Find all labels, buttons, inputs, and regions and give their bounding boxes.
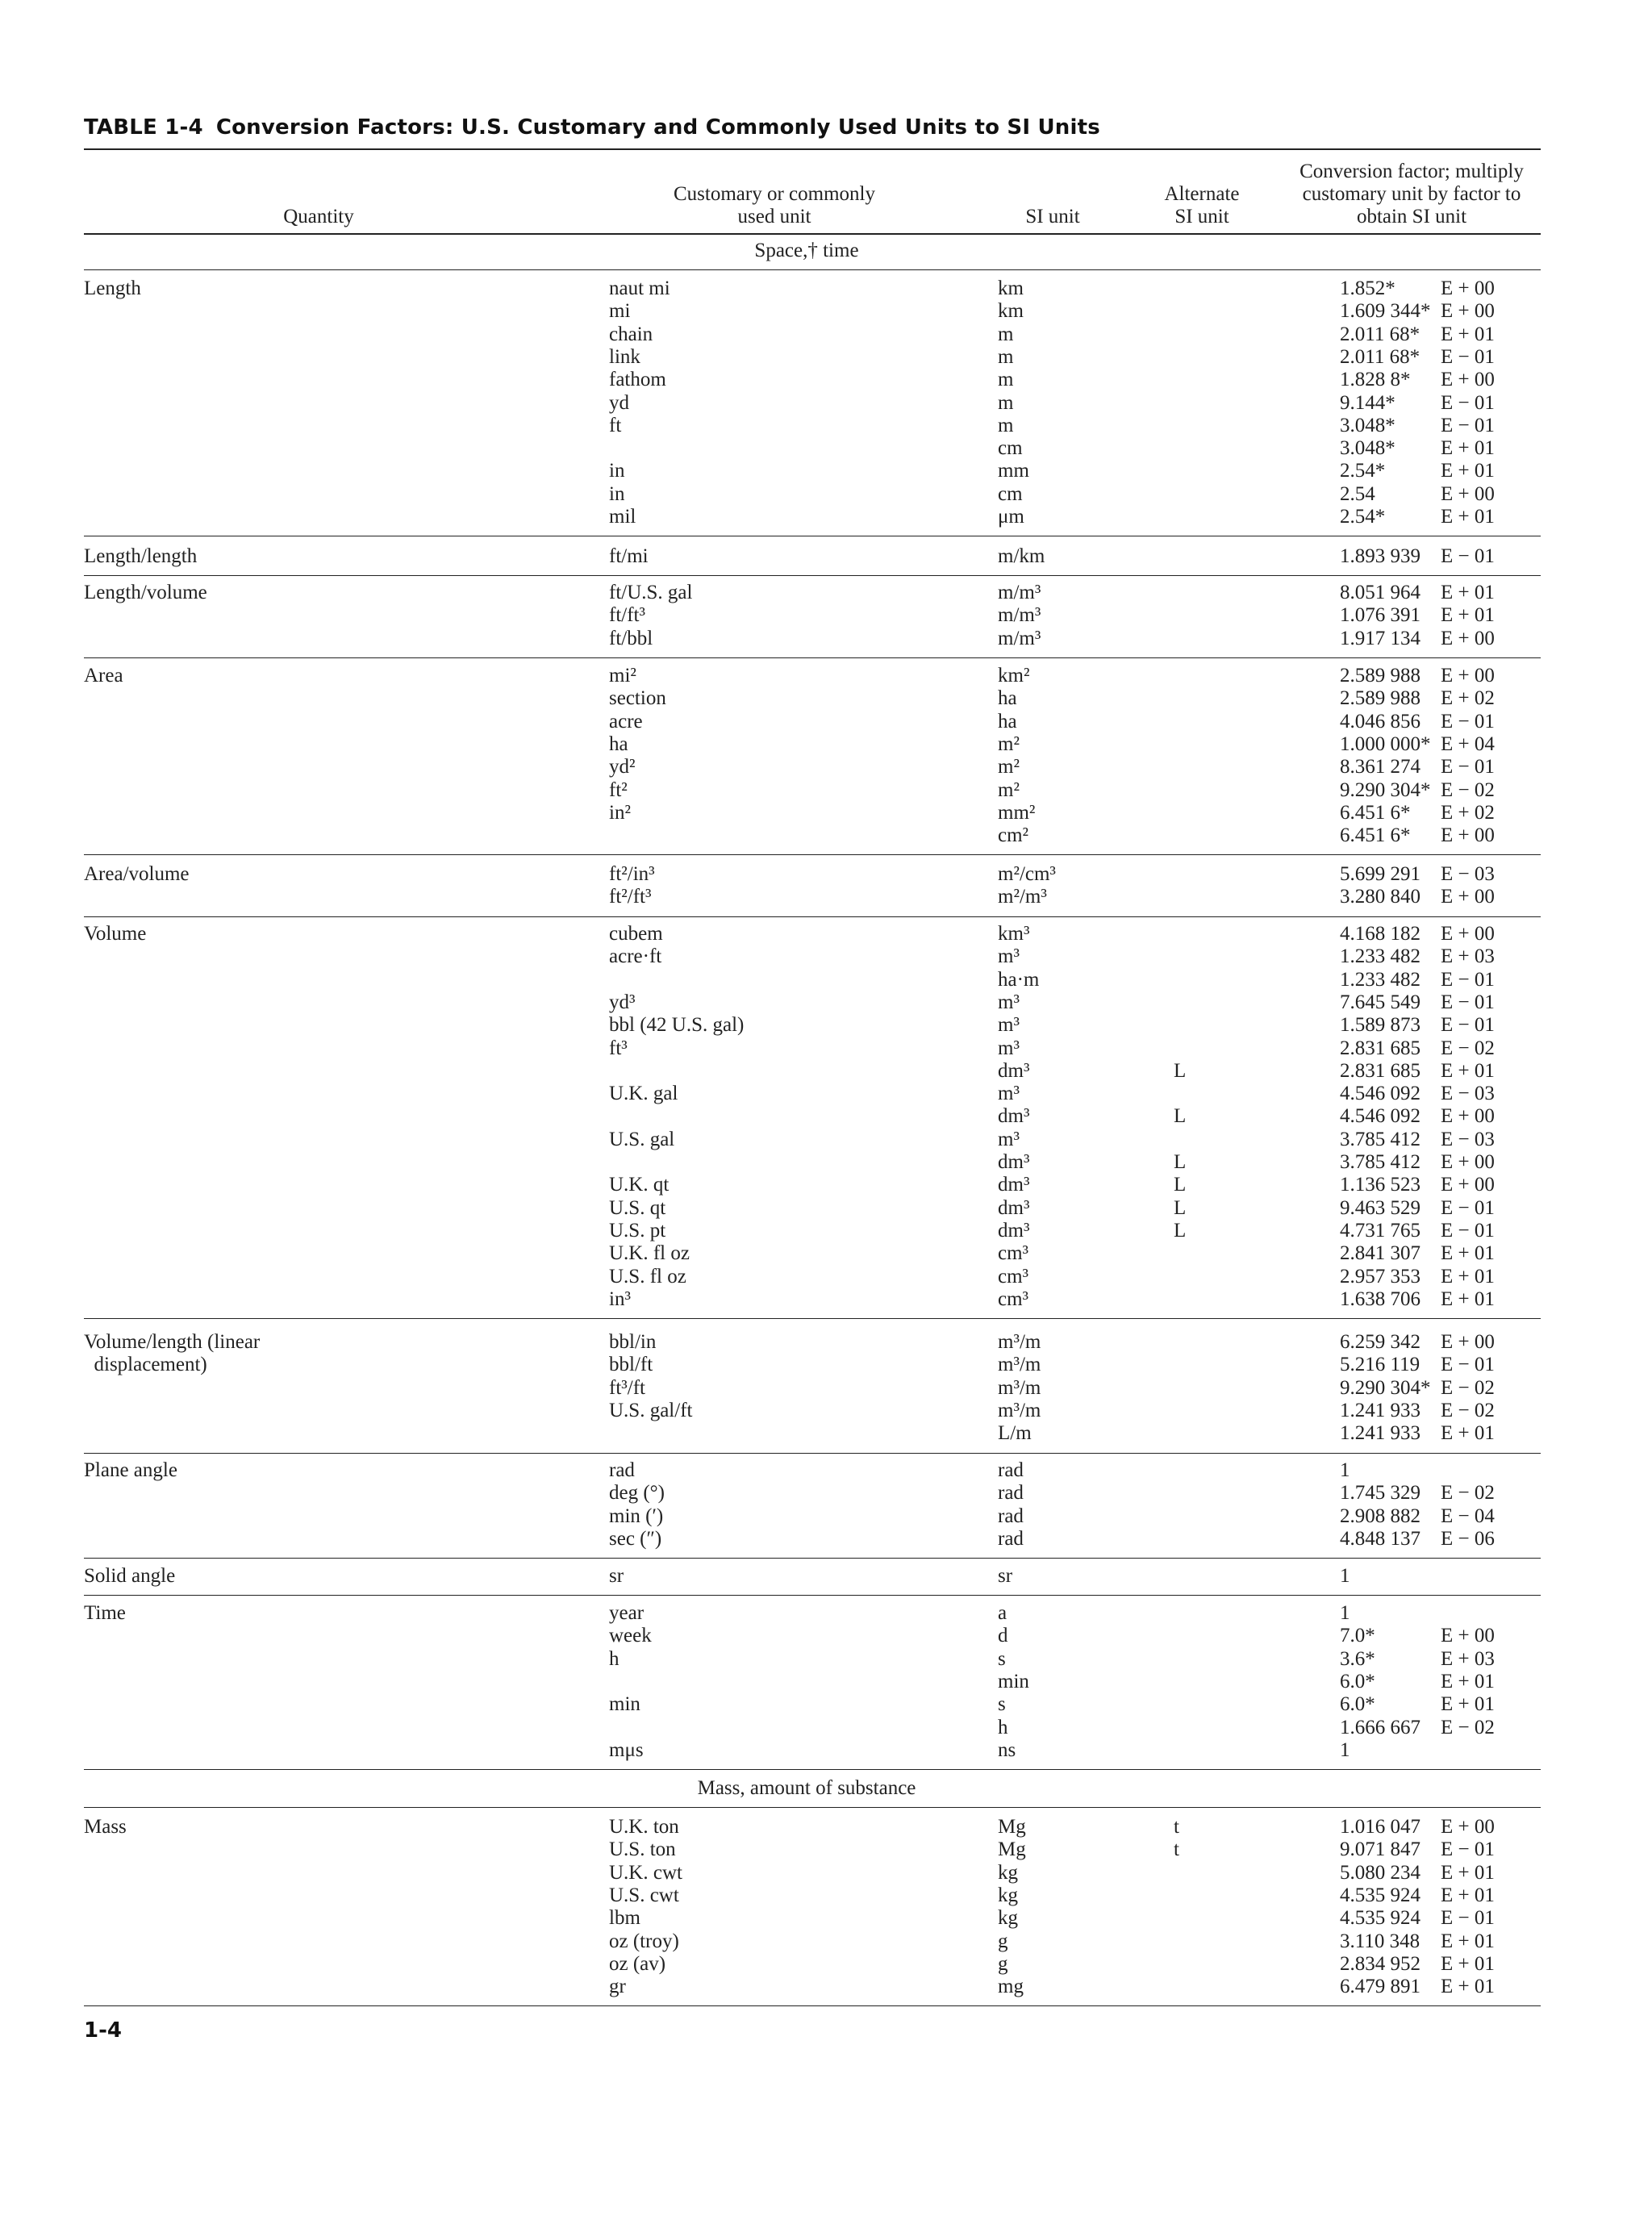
conversion-factor: 6.259 342 <box>1340 1331 1420 1353</box>
si-unit: m³/m <box>998 1354 1041 1376</box>
factor-exponent: E + 01 <box>1441 1288 1495 1310</box>
header-top-rule <box>84 148 1541 150</box>
factor-exponent: E + 01 <box>1441 582 1495 603</box>
customary-unit: ft² <box>609 778 628 801</box>
section-label: Mass, amount of substance <box>697 1777 916 1799</box>
factor-exponent: E − 02 <box>1441 1716 1495 1738</box>
factor-exponent: E − 01 <box>1441 345 1495 368</box>
factor-exponent: E + 01 <box>1441 1242 1495 1265</box>
conversion-factor: 1.241 933 <box>1340 1399 1420 1421</box>
customary-unit: ft/mi <box>609 545 649 567</box>
customary-unit: lbm <box>609 1907 640 1930</box>
customary-unit: mμs <box>609 1738 644 1761</box>
si-unit: m <box>998 323 1014 345</box>
factor-exponent: E + 00 <box>1441 482 1495 505</box>
row-divider <box>84 2005 1541 2006</box>
row-divider <box>84 575 1541 576</box>
si-unit: m <box>998 345 1014 368</box>
alternate-si-unit: L <box>1174 1105 1187 1128</box>
si-unit: m³ <box>998 1014 1020 1037</box>
customary-unit: gr <box>609 1976 626 1998</box>
factor-exponent: E − 01 <box>1441 991 1495 1013</box>
factor-exponent: E − 02 <box>1441 1037 1495 1059</box>
si-unit: rad <box>998 1459 1024 1481</box>
conversion-factor: 1.828 8* <box>1340 369 1411 391</box>
quantity-label: Length/volume <box>84 582 207 603</box>
customary-unit: fathom <box>609 369 666 391</box>
si-unit: cm³ <box>998 1242 1029 1265</box>
factor-exponent: E + 01 <box>1441 1976 1495 1998</box>
customary-unit: U.S. ton <box>609 1838 676 1861</box>
conversion-factor: 4.168 182 <box>1340 923 1420 945</box>
si-unit: km <box>998 300 1024 323</box>
factor-exponent: E + 00 <box>1441 824 1495 847</box>
alternate-si-unit: L <box>1174 1059 1187 1082</box>
alternate-si-unit: t <box>1174 1816 1179 1838</box>
customary-unit: yd² <box>609 756 636 778</box>
customary-unit: ft³ <box>609 1037 628 1059</box>
row-divider <box>84 269 1541 270</box>
factor-exponent: E + 03 <box>1441 945 1495 968</box>
si-unit: m³ <box>998 991 1020 1013</box>
conversion-factor: 1.852* <box>1340 278 1395 299</box>
factor-exponent: E + 01 <box>1441 1265 1495 1288</box>
conversion-factor: 2.841 307 <box>1340 1242 1420 1265</box>
si-unit: m/m³ <box>998 582 1041 603</box>
factor-exponent: E + 01 <box>1441 460 1495 482</box>
customary-unit: U.S. gal <box>609 1128 675 1150</box>
customary-unit: in² <box>609 801 631 824</box>
customary-unit: yd <box>609 391 629 414</box>
conversion-factor: 3.785 412 <box>1340 1151 1420 1173</box>
conversion-factor: 1.666 667 <box>1340 1716 1420 1738</box>
alternate-si-unit: L <box>1174 1174 1187 1196</box>
si-unit: dm³ <box>998 1151 1030 1173</box>
factor-exponent: E − 04 <box>1441 1505 1495 1527</box>
factor-exponent: E + 01 <box>1441 1930 1495 1952</box>
si-unit: dm³ <box>998 1219 1030 1242</box>
si-unit: L/m <box>998 1422 1032 1445</box>
si-unit: ha <box>998 687 1017 710</box>
header-quantity: Quantity <box>283 206 354 227</box>
si-unit: μm <box>998 506 1024 528</box>
si-unit: min <box>998 1670 1029 1692</box>
customary-unit: chain <box>609 323 653 345</box>
conversion-factor: 2.957 353 <box>1340 1265 1420 1288</box>
customary-unit: bbl/ft <box>609 1354 653 1376</box>
conversion-factor: 2.011 68* <box>1340 323 1420 345</box>
section-label: Space,† time <box>754 240 859 261</box>
customary-unit: U.S. cwt <box>609 1884 679 1906</box>
si-unit: m³/m <box>998 1376 1041 1399</box>
customary-unit: U.K. gal <box>609 1083 678 1105</box>
si-unit: ha <box>998 710 1017 732</box>
conversion-factor: 4.546 092 <box>1340 1083 1420 1105</box>
si-unit: km³ <box>998 923 1030 945</box>
si-unit: m³/m <box>998 1399 1041 1421</box>
factor-exponent: E − 01 <box>1441 1354 1495 1376</box>
conversion-factor: 1 <box>1340 1738 1350 1761</box>
si-unit: m² <box>998 756 1020 778</box>
row-divider <box>84 1769 1541 1770</box>
customary-unit: mil <box>609 506 636 528</box>
quantity-label: Time <box>84 1602 126 1624</box>
factor-exponent: E + 00 <box>1441 665 1495 687</box>
row-divider <box>84 1453 1541 1454</box>
conversion-factor: 3.110 348 <box>1340 1930 1420 1952</box>
conversion-factor: 1.638 706 <box>1340 1288 1420 1310</box>
row-divider <box>84 1558 1541 1559</box>
si-unit: dm³ <box>998 1174 1030 1196</box>
conversion-factor: 1.609 344* <box>1340 300 1431 323</box>
alternate-si-unit: t <box>1174 1838 1179 1861</box>
alternate-si-unit: L <box>1174 1196 1187 1219</box>
si-unit: m³ <box>998 945 1020 968</box>
factor-exponent: E + 01 <box>1441 1693 1495 1716</box>
customary-unit: sr <box>609 1565 624 1587</box>
factor-exponent: E − 01 <box>1441 545 1495 567</box>
row-divider <box>84 657 1541 658</box>
quantity-label: Area/volume <box>84 863 190 885</box>
si-unit: g <box>998 1930 1008 1952</box>
si-unit: rad <box>998 1482 1024 1505</box>
factor-exponent: E + 02 <box>1441 687 1495 710</box>
factor-exponent: E + 00 <box>1441 923 1495 945</box>
header-si-unit: SI unit <box>1025 206 1080 227</box>
customary-unit: min <box>609 1693 640 1716</box>
si-unit: kg <box>998 1861 1018 1884</box>
conversion-factor: 9.071 847 <box>1340 1838 1420 1861</box>
factor-exponent: E − 03 <box>1441 1083 1495 1105</box>
si-unit: m² <box>998 732 1020 755</box>
conversion-factor: 7.645 549 <box>1340 991 1420 1013</box>
factor-exponent: E + 00 <box>1441 300 1495 323</box>
si-unit: m³ <box>998 1128 1020 1150</box>
si-unit: mg <box>998 1976 1024 1998</box>
conversion-factor: 6.451 6* <box>1340 801 1411 824</box>
conversion-factor: 8.051 964 <box>1340 582 1420 603</box>
customary-unit: section <box>609 687 666 710</box>
conversion-factor: 1.233 482 <box>1340 945 1420 968</box>
conversion-factor: 4.848 137 <box>1340 1527 1420 1550</box>
customary-unit: ft/bbl <box>609 627 653 649</box>
si-unit: sr <box>998 1565 1013 1587</box>
header-factor: Conversion factor; multiply customary unit by factor to obtain SI unit <box>1299 161 1524 227</box>
conversion-factor: 3.280 840 <box>1340 886 1420 908</box>
factor-exponent: E + 02 <box>1441 801 1495 824</box>
factor-exponent: E − 01 <box>1441 414 1495 436</box>
quantity-label: Volume/length (linear displacement) <box>84 1331 261 1376</box>
conversion-factor: 2.834 952 <box>1340 1952 1420 1975</box>
conversion-factor: 2.589 988 <box>1340 687 1420 710</box>
table-number: TABLE 1-4 <box>84 115 203 140</box>
si-unit: mm <box>998 460 1029 482</box>
si-unit: ns <box>998 1738 1016 1761</box>
conversion-factor: 5.080 234 <box>1340 1861 1420 1884</box>
conversion-factor: 4.546 092 <box>1340 1105 1420 1128</box>
si-unit: rad <box>998 1505 1024 1527</box>
row-divider <box>84 916 1541 917</box>
si-unit: m/km <box>998 545 1045 567</box>
factor-exponent: E + 00 <box>1441 1331 1495 1353</box>
factor-exponent: E + 01 <box>1441 1422 1495 1445</box>
si-unit: cm² <box>998 824 1029 847</box>
conversion-factor: 8.361 274 <box>1340 756 1420 778</box>
factor-exponent: E + 01 <box>1441 1059 1495 1082</box>
conversion-factor: 6.479 891 <box>1340 1976 1420 1998</box>
si-unit: cm <box>998 437 1023 460</box>
si-unit: cm³ <box>998 1288 1029 1310</box>
conversion-factor: 2.589 988 <box>1340 665 1420 687</box>
si-unit: g <box>998 1952 1008 1975</box>
conversion-factor: 9.290 304* <box>1340 778 1431 801</box>
customary-unit: min (′) <box>609 1505 664 1527</box>
si-unit: a <box>998 1602 1007 1624</box>
si-unit: dm³ <box>998 1105 1030 1128</box>
factor-exponent: E + 00 <box>1441 1105 1495 1128</box>
conversion-factor: 7.0* <box>1340 1625 1375 1647</box>
factor-exponent: E + 04 <box>1441 732 1495 755</box>
factor-exponent: E + 01 <box>1441 506 1495 528</box>
factor-exponent: E + 01 <box>1441 604 1495 627</box>
factor-exponent: E + 01 <box>1441 1861 1495 1884</box>
customary-unit: ft/ft³ <box>609 604 645 627</box>
conversion-factor: 2.831 685 <box>1340 1059 1420 1082</box>
conversion-factor: 6.451 6* <box>1340 824 1411 847</box>
customary-unit: sec (″) <box>609 1527 662 1550</box>
conversion-factor: 3.048* <box>1340 437 1395 460</box>
si-unit: s <box>998 1693 1006 1716</box>
customary-unit: cubem <box>609 923 663 945</box>
customary-unit: acre <box>609 710 643 732</box>
customary-unit: ft²/ft³ <box>609 886 652 908</box>
page-number: 1-4 <box>84 2018 122 2043</box>
quantity-label: Area <box>84 665 123 687</box>
conversion-factor: 9.463 529 <box>1340 1196 1420 1219</box>
si-unit: s <box>998 1647 1006 1670</box>
conversion-factor: 3.6* <box>1340 1647 1375 1670</box>
customary-unit: ft <box>609 414 622 436</box>
conversion-factor: 4.535 924 <box>1340 1907 1420 1930</box>
factor-exponent: E + 01 <box>1441 437 1495 460</box>
conversion-factor: 1 <box>1340 1459 1350 1481</box>
quantity-label: Plane angle <box>84 1459 177 1481</box>
customary-unit: naut mi <box>609 278 670 299</box>
si-unit: m³/m <box>998 1331 1041 1353</box>
factor-exponent: E + 01 <box>1441 1884 1495 1906</box>
header-customary: Customary or commonly used unit <box>674 183 875 227</box>
conversion-factor: 3.048* <box>1340 414 1395 436</box>
conversion-factor: 1 <box>1340 1602 1350 1624</box>
quantity-label: Mass <box>84 1816 127 1838</box>
si-unit: m <box>998 391 1014 414</box>
si-unit: mm² <box>998 801 1036 824</box>
customary-unit: U.K. ton <box>609 1816 679 1838</box>
si-unit: Mg <box>998 1838 1026 1861</box>
row-divider <box>84 1595 1541 1596</box>
customary-unit: in <box>609 460 625 482</box>
conversion-factor: 4.535 924 <box>1340 1884 1420 1906</box>
customary-unit: U.S. fl oz <box>609 1265 686 1288</box>
conversion-factor: 1 <box>1340 1565 1350 1587</box>
conversion-factor: 1.241 933 <box>1340 1422 1420 1445</box>
customary-unit: ft/U.S. gal <box>609 582 693 603</box>
factor-exponent: E + 03 <box>1441 1647 1495 1670</box>
quantity-label: Volume <box>84 923 147 945</box>
factor-exponent: E − 01 <box>1441 391 1495 414</box>
customary-unit: yd³ <box>609 991 636 1013</box>
factor-exponent: E − 01 <box>1441 756 1495 778</box>
factor-exponent: E − 01 <box>1441 968 1495 991</box>
factor-exponent: E − 01 <box>1441 1014 1495 1037</box>
conversion-factor: 1.233 482 <box>1340 968 1420 991</box>
customary-unit: bbl/in <box>609 1331 657 1353</box>
factor-exponent: E − 01 <box>1441 1196 1495 1219</box>
customary-unit: oz (troy) <box>609 1930 679 1952</box>
si-unit: cm <box>998 482 1023 505</box>
conversion-factor: 1.016 047 <box>1340 1816 1420 1838</box>
si-unit: m/m³ <box>998 604 1041 627</box>
conversion-factor: 5.216 119 <box>1340 1354 1420 1376</box>
si-unit: rad <box>998 1527 1024 1550</box>
customary-unit: year <box>609 1602 645 1624</box>
si-unit: km <box>998 278 1024 299</box>
factor-exponent: E − 01 <box>1441 1907 1495 1930</box>
factor-exponent: E − 06 <box>1441 1527 1495 1550</box>
header-bottom-rule <box>84 233 1541 235</box>
conversion-factor: 2.54* <box>1340 460 1386 482</box>
customary-unit: U.K. qt <box>609 1174 670 1196</box>
factor-exponent: E − 03 <box>1441 863 1495 885</box>
factor-exponent: E − 01 <box>1441 1838 1495 1861</box>
customary-unit: bbl (42 U.S. gal) <box>609 1014 745 1037</box>
si-unit: dm³ <box>998 1196 1030 1219</box>
alternate-si-unit: L <box>1174 1151 1187 1173</box>
customary-unit: U.K. cwt <box>609 1861 682 1884</box>
si-unit: km² <box>998 665 1030 687</box>
conversion-factor: 1.745 329 <box>1340 1482 1420 1505</box>
conversion-factor: 2.831 685 <box>1340 1037 1420 1059</box>
conversion-factor: 1.000 000* <box>1340 732 1431 755</box>
si-unit: ha·m <box>998 968 1040 991</box>
customary-unit: in <box>609 482 625 505</box>
row-divider <box>84 1807 1541 1808</box>
conversion-factor: 9.290 304* <box>1340 1376 1431 1399</box>
si-unit: m² <box>998 778 1020 801</box>
conversion-factor: 1.917 134 <box>1340 627 1420 649</box>
factor-exponent: E + 00 <box>1441 627 1495 649</box>
si-unit: d <box>998 1625 1008 1647</box>
si-unit: dm³ <box>998 1059 1030 1082</box>
factor-exponent: E + 01 <box>1441 1670 1495 1692</box>
conversion-factor: 4.731 765 <box>1340 1219 1420 1242</box>
customary-unit: oz (av) <box>609 1952 666 1975</box>
customary-unit: acre·ft <box>609 945 662 968</box>
factor-exponent: E − 01 <box>1441 1219 1495 1242</box>
customary-unit: ha <box>609 732 628 755</box>
conversion-factor: 2.011 68* <box>1340 345 1420 368</box>
customary-unit: U.S. qt <box>609 1196 666 1219</box>
factor-exponent: E − 02 <box>1441 1482 1495 1505</box>
si-unit: m²/cm³ <box>998 863 1056 885</box>
row-divider <box>84 854 1541 855</box>
si-unit: kg <box>998 1884 1018 1906</box>
row-divider <box>84 1318 1541 1319</box>
si-unit: m²/m³ <box>998 886 1047 908</box>
customary-unit: deg (°) <box>609 1482 665 1505</box>
conversion-factor: 2.54 <box>1340 482 1375 505</box>
si-unit: kg <box>998 1907 1018 1930</box>
customary-unit: ft³/ft <box>609 1376 645 1399</box>
table-title-text: Conversion Factors: U.S. Customary and Commonly Used Units to SI Units <box>215 115 1100 140</box>
quantity-label: Length/length <box>84 545 198 567</box>
factor-exponent: E − 02 <box>1441 1399 1495 1421</box>
customary-unit: link <box>609 345 640 368</box>
factor-exponent: E + 00 <box>1441 886 1495 908</box>
customary-unit: U.S. pt <box>609 1219 666 1242</box>
customary-unit: U.K. fl oz <box>609 1242 690 1265</box>
conversion-factor: 6.0* <box>1340 1693 1375 1716</box>
factor-exponent: E + 00 <box>1441 1625 1495 1647</box>
conversion-factor: 6.0* <box>1340 1670 1375 1692</box>
conversion-factor: 3.785 412 <box>1340 1128 1420 1150</box>
conversion-factor: 5.699 291 <box>1340 863 1420 885</box>
table-title <box>84 115 1100 140</box>
customary-unit: in³ <box>609 1288 631 1310</box>
factor-exponent: E + 00 <box>1441 1816 1495 1838</box>
factor-exponent: E + 00 <box>1441 1174 1495 1196</box>
si-unit: m <box>998 369 1014 391</box>
conversion-factor: 1.589 873 <box>1340 1014 1420 1037</box>
conversion-factor: 2.908 882 <box>1340 1505 1420 1527</box>
alternate-si-unit: L <box>1174 1219 1187 1242</box>
customary-unit: h <box>609 1647 620 1670</box>
customary-unit: mi <box>609 300 631 323</box>
factor-exponent: E + 00 <box>1441 1151 1495 1173</box>
factor-exponent: E + 00 <box>1441 369 1495 391</box>
header-alternate: Alternate SI unit <box>1164 183 1240 227</box>
quantity-label: Solid angle <box>84 1565 176 1587</box>
si-unit: h <box>998 1716 1008 1738</box>
factor-exponent: E − 01 <box>1441 710 1495 732</box>
factor-exponent: E − 02 <box>1441 778 1495 801</box>
si-unit: m <box>998 414 1014 436</box>
factor-exponent: E + 00 <box>1441 278 1495 299</box>
conversion-factor: 2.54* <box>1340 506 1386 528</box>
conversion-factor: 1.136 523 <box>1340 1174 1420 1196</box>
si-unit: m³ <box>998 1083 1020 1105</box>
si-unit: cm³ <box>998 1265 1029 1288</box>
conversion-factor: 9.144* <box>1340 391 1395 414</box>
factor-exponent: E + 01 <box>1441 1952 1495 1975</box>
conversion-factor: 1.893 939 <box>1340 545 1420 567</box>
si-unit: Mg <box>998 1816 1026 1838</box>
conversion-factor: 4.046 856 <box>1340 710 1420 732</box>
customary-unit: rad <box>609 1459 635 1481</box>
customary-unit: ft²/in³ <box>609 863 655 885</box>
si-unit: m³ <box>998 1037 1020 1059</box>
customary-unit: U.S. gal/ft <box>609 1399 693 1421</box>
si-unit: m/m³ <box>998 627 1041 649</box>
customary-unit: week <box>609 1625 652 1647</box>
customary-unit: mi² <box>609 665 636 687</box>
factor-exponent: E − 03 <box>1441 1128 1495 1150</box>
factor-exponent: E − 02 <box>1441 1376 1495 1399</box>
quantity-label: Length <box>84 278 141 299</box>
conversion-factor: 1.076 391 <box>1340 604 1420 627</box>
factor-exponent: E + 01 <box>1441 323 1495 345</box>
